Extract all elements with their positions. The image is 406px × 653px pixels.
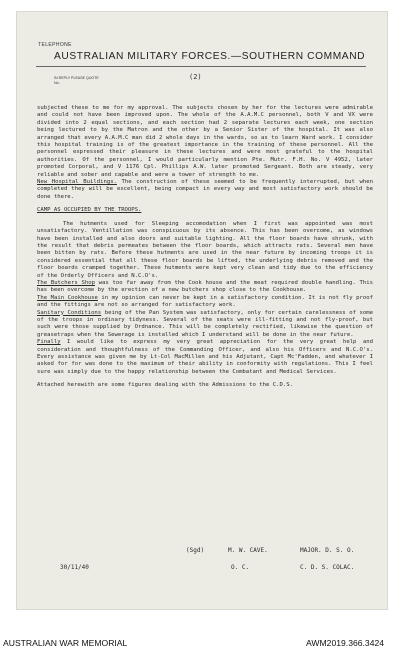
archive-footer — [0, 630, 406, 653]
heading-butchers: The Butchers Shop — [37, 279, 95, 286]
signatory-rank: MAJOR. D. S. O. — [300, 547, 355, 554]
letter-body — [37, 105, 373, 390]
heading-new-hospital: New Hospital Buildings. — [37, 179, 117, 186]
reply-quote-box — [54, 76, 106, 86]
organization-heading: AUSTRALIAN MILITARY FORCES.—SOUTHERN COMMAND — [54, 51, 366, 62]
heading-cookhouse: The Main Cookhouse — [37, 294, 98, 301]
paragraph-lectures: subjected these to me for my approval. The subjects chosen by her for the lectures were admirable and could not have been improved upon. The whole of the A.A.M.C personnel, both V and VX were divided into 2 equal sections, and each section had 2 separate lectures each week, one section being lectured to by the Matron and the other by a Senior Sister of the hospital. It was also arranged that every A.A.M.C man did 2 whole days in the wards, so as to learn Ward work. I consider this hospital training is of the greatest importance in the training of these personnel. All the personnel expressed their pleasure in these lectures and were most grateful to the hospital authorities. Of the personnel, I would particularly mention Pte. Mutr. F.H. No. V 4952, later promoted Corporal, and V 1176 Cpl. Phillips A.W. later promoted Sergeant. Both are steady, very reliable and sober and capable and were a tower of strength to me. — [37, 105, 373, 178]
text-sanitary: being of the Pan System was satisfactory, only for certain carelessness of some of the troops in ordinary tidyness. Several of the seats were ill-fitting and not fly-proof, but such were those supplied by Ordnance. This will be completely rectified, likewise the question of greasetraps when the Sewerage is installed which I understand will be done in the near future. — [37, 309, 373, 338]
page-number: (2) — [189, 73, 202, 81]
paragraph-finally — [37, 339, 373, 376]
archive-reference: AWM2019.366.3424 — [306, 638, 385, 648]
paragraph-attached: Attached herewith are some figures dealing with the Admissions to the C.D.S. — [37, 382, 293, 389]
text-butchers: was too far away from the Cook house and the meat required double handling. This has been overcome by the erection of a new butchers shop close to the Cookhouse. — [37, 279, 373, 294]
reply-note: IN REPLY PLEASE QUOTE — [54, 76, 99, 80]
paragraph-butchers — [37, 280, 373, 295]
text-cookhouse: in my opinion can never be kept in a satisfactory condition. It is not fly proof and the fittings are not so arranged for satisfactory work. — [37, 294, 373, 309]
signatory-unit: C. D. S. COLAC. — [300, 564, 355, 571]
heading-camp: CAMP AS OCCUPIED BY THE TROOPS. — [37, 207, 142, 214]
sgd-label: (Sgd) — [186, 547, 205, 554]
letter-date: 30/11/40 — [60, 564, 89, 571]
signatory-name: M. W. CAVE. — [228, 547, 268, 554]
archive-name: AUSTRALIAN WAR MEMORIAL — [3, 638, 128, 648]
paragraph-cookhouse — [37, 295, 373, 310]
reply-no: No. — [54, 81, 60, 85]
heading-sanitary: Sanitary Conditions — [37, 309, 102, 316]
signatory-title: O. C. — [231, 564, 250, 571]
paragraph-camp: The hutments used for Sleeping accomodation when I first was appointed was most unsatisfactory. Ventillation was conspicuous by its absence. This has been overcome, as windows have been installed and also doors and suitable lighting. All the floor boards have shrunk, with the result that debris permeates between the floor boards, which attracts rats. Several men have been bitten by rats. Before these hutments are used in the near future by incoming troops it is considered essential that all these floor boards be lifted, the underlying debris removed and the floor boards cramped together. These hutments were kept very clean and tidy due to the efficiency of the Orderly Officers and N.C.O's. — [37, 220, 373, 279]
telephone-label: TELEPHONE — [38, 42, 72, 48]
letterhead-rule — [36, 66, 366, 67]
heading-finally: Finally — [37, 339, 61, 346]
text-finally: I would like to express my very great appreciation for the very great help and consideration and thoughtfulness of the Commanding Officer, and also his Officers and N.C.O's. Every assistance was given me by Lt-Col MacMillen and his Adjutant, Capt Mc'Fadden, and whatever I asked for for was done to the maximum of their ability in conformity with regulations. This I feel sure was simply due to the happy relationship between the Combatant and Medical Services. — [37, 339, 373, 375]
paragraph-sanitary — [37, 310, 373, 340]
text-new-hospital: The construction of these seemed to be frequently interrupted, but when completed they will be excellent, being compact in every way and most satisfactory work should be done there. — [37, 179, 373, 200]
paragraph-new-hospital — [37, 179, 373, 201]
